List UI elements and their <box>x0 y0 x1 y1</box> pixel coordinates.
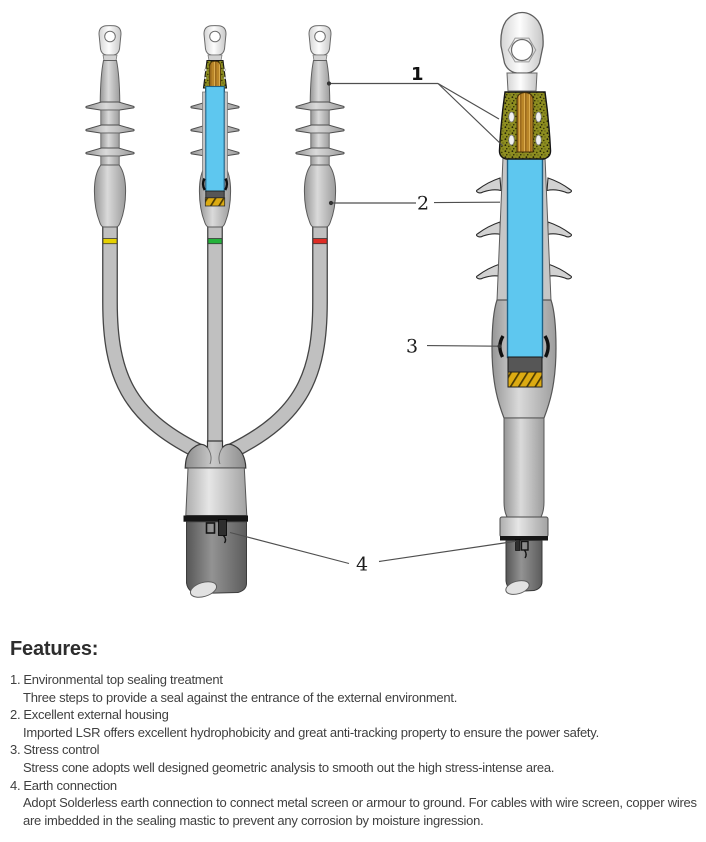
feature-description: Three steps to provide a seal against the entrance of the external environment. <box>23 689 458 705</box>
branch-cables <box>110 224 320 452</box>
cable-jacket <box>187 522 247 594</box>
feature-title-text: Excellent external housing <box>23 707 169 723</box>
lug-hole <box>512 40 533 61</box>
cable-insulation <box>508 150 543 358</box>
features-section <box>10 638 702 829</box>
feature-title <box>10 741 702 759</box>
feature-item-2 <box>10 706 702 741</box>
semiconductive-band <box>508 357 542 372</box>
phase-band-red <box>313 239 327 244</box>
feature-title <box>10 777 702 795</box>
termination-phase-left <box>86 26 134 227</box>
callout-2: 2 <box>417 192 430 215</box>
feature-number: 3. <box>10 742 21 758</box>
end-collar <box>500 517 548 537</box>
conductor-strands <box>517 93 533 153</box>
semiconductive-band <box>206 191 224 198</box>
feature-description: Imported LSR offers excellent hydrophobicity and great anti-tracking property to ensure the power safety. <box>23 724 599 740</box>
cable-branch-left <box>110 224 198 451</box>
callout-4: 4 <box>356 553 369 576</box>
feature-title <box>10 671 702 689</box>
termination-phase-right <box>296 26 344 227</box>
callout-1: 1 <box>411 64 424 85</box>
phase-band-yellow <box>103 239 117 244</box>
terminal-lug-large <box>501 13 543 92</box>
feature-description: Adopt Solderless earth connection to connect metal screen or armour to ground. For cables with wire screen, copper wires are imbedded in the sealing mastic to prevent any corrosion by moisture ingression. <box>23 795 697 828</box>
feature-title <box>10 706 702 724</box>
cable-branch-right <box>232 224 320 451</box>
callout-3: 3 <box>406 335 419 358</box>
cable-insulation <box>206 87 224 192</box>
single-core-termination-cutaway <box>477 13 572 597</box>
housing-lower-tube <box>504 418 544 517</box>
copper-mesh-band <box>508 372 542 387</box>
feature-title-text: Stress control <box>23 742 100 758</box>
feature-item-1 <box>10 671 702 706</box>
conductor-strands <box>210 61 221 87</box>
feature-item-3 <box>10 741 702 776</box>
middle-cutaway-overlay <box>203 61 228 207</box>
gland-sleeve <box>186 468 247 516</box>
feature-title-text: Earth connection <box>23 777 117 793</box>
feature-title-text: Environmental top sealing treatment <box>23 672 223 687</box>
phase-band-green <box>208 239 222 244</box>
three-core-termination-group <box>86 26 344 601</box>
copper-mesh-band <box>205 198 224 206</box>
feature-number: 4. <box>10 777 21 793</box>
callout-leaders <box>230 84 516 564</box>
clamp-band <box>500 536 548 541</box>
feature-number: 1. <box>10 672 21 687</box>
feature-item-4 <box>10 777 702 830</box>
features-heading: Features: <box>10 638 99 660</box>
clamp-band <box>184 516 249 522</box>
feature-description: Stress cone adopts well designed geometric analysis to smooth out the high stress-intense area. <box>23 759 555 775</box>
feature-number: 2. <box>10 707 21 723</box>
leader-dots <box>327 81 502 348</box>
